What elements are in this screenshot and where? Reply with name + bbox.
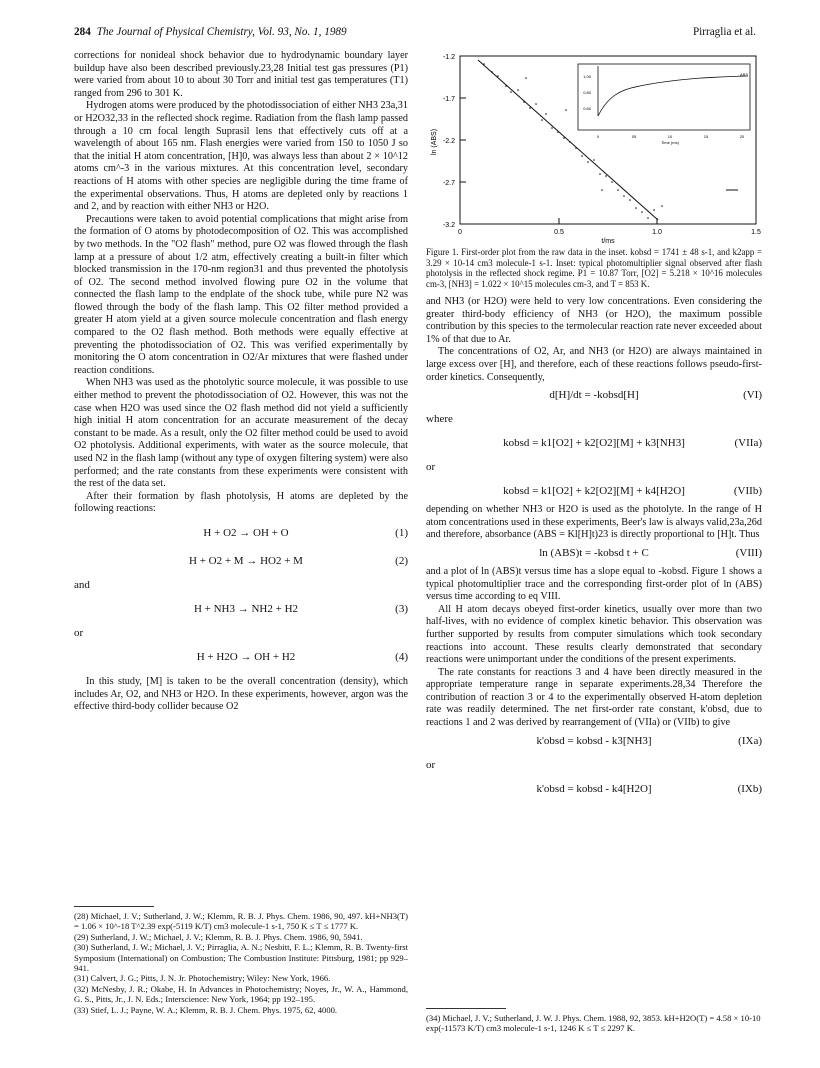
paragraph: Precautions were taken to avoid potential complications that might arise from the formation of O atoms by photodecomposition of O2. This was accomplished by two methods. In the "O2 flash" method, pure O2 was flowed through the flash lamp at a pressure of about 1/2 atm, effectively creating a built-in filter which blocked transmission in the 170-nm region31 and thus prevented the photolysis of O2. The second method involved flowing pure O2 in the volume that connected the flash lamp to the endplate of the shock tube, while pure N2 was flowed through the body of the flash lamp. This O2 filter method provided a greater H atom yield at a given source molecule concentration and flash energy compared to the O2 flash method. Both methods were equally effective at preventing the photodissociation of O2. This was verified experimentally by monitoring the O atom concentration in O2/Ar mixtures that were flashed under reaction conditions.	[74, 213, 408, 376]
y-tick-label: -1.2	[442, 54, 455, 61]
y-tick-label: -2.7	[442, 180, 455, 187]
header-authors: Pirraglia et al.	[692, 26, 756, 38]
connector-or: or	[426, 461, 436, 474]
reference-item: (34) Michael, J. V.; Sutherland, J. W. J. Phys. Chem. 1988, 92, 3853. kH+H2O(T) = 4.58 × 10-10 exp(-11573 K/T) cm3 molecule-1 s-1, 1246 K ≤ T ≤ 2297 K.	[426, 1013, 761, 1034]
reference-item: (29) Sutherland, J. W.; Michael, J. V.; Klemm, R. B. J. Phys. Chem. 1986, 90, 5941.	[74, 931, 363, 942]
inset-x-label: Time (ms)	[661, 140, 679, 145]
right-column	[426, 296, 762, 802]
equation-VIIb: kobsd = k1[O2] + k2[O2][M] + k4[H2O] (VIIb)	[503, 485, 762, 498]
equation-VIIa: kobsd = k1[O2] + k2[O2][M] + k3[NH3] (VIIa)	[503, 437, 762, 450]
paragraph: and NH3 (or H2O) were held to very low concentrations. Even considering the greater third-body efficiency of NH3 (or H2O), the maximum possible contribution by this species to the termolecular reaction rate never exceeded about 1% of that due to Ar.	[426, 296, 762, 345]
page-number: 284	[74, 26, 91, 38]
equation-4: H + H2O → OH + H2 (4)	[196, 650, 408, 663]
inset-x-tick: 10	[667, 134, 673, 139]
equation-IXb: k'obsd = kobsd - k4[H2O] (IXb)	[536, 782, 762, 795]
references-left	[74, 906, 408, 1015]
reference-item: (31) Calvert, J. G.; Pitts, J. N. Jr. Photochemistry; Wiley: New York, 1966.	[74, 973, 331, 984]
inset-x-tick: 15	[703, 134, 709, 139]
x-tick-label: 0.5	[554, 229, 564, 236]
x-tick-label: 1.0	[652, 229, 662, 236]
connector-and: and	[74, 578, 90, 591]
paragraph: All H atom decays obeyed first-order kinetics, usually over more than two half-lives, with no evidence of complex kinetic behavior. This observation was further supported by results from computer simulations which took secondary reactions into account. These results clearly demonstrated that secondary reactions were unimportant under the conditions of the present experiments.	[426, 603, 762, 666]
inset-label: ABS	[739, 72, 748, 77]
y-axis-label: ln (ABS)	[431, 128, 438, 156]
equation-1: H + O2 → OH + O (1)	[203, 526, 408, 539]
reference-item: (30) Sutherland, J. W.; Michael, J. V.; Pirraglia, A. N.; Nesbitt, F. L.; Klemm, R. B. Twenty-first Symposium (International) on Combustion; The Combustion Institute: Pittsburg, 1981; pp 929–941.	[74, 942, 408, 974]
paragraph: corrections for nonideal shock behavior due to hydrodynamic boundary layer buildup have also been described previously.23,28 Initial test gas pressures (P1) were varied from about 10 to about 30 Torr and initial test gas temperatures (T1) ranged from 296 to 301 K.	[74, 50, 408, 99]
inset-frame	[578, 64, 750, 130]
figure-1	[426, 50, 762, 244]
paragraph: Hydrogen atoms were produced by the photodissociation of either NH3 23a,31 or H2O32,33 in the reflected shock regime. Radiation from the flash lamp passed through a 10 cm focal length Suprasil lens that effectively cuts off at a wavelength of about 165 nm. Flash energies were varied from 150 to 1050 J so that the initial H atom concentration, [H]0, was always less than about 2 × 10^12 atoms cm^-3 in the various mixtures. At this concentration level, secondary reactions of H atoms with other species are negligible during the time frame of the experimental observations. Thus, H atoms are depleted only by reactions 1 and 2, and by reaction with either NH3 or H2O.	[74, 100, 408, 213]
paragraph: In this study, [M] is taken to be the overall concentration (density), which includes Ar, O2, and NH3 or H2O. In these experiments, however, argon was the effective third-body collider because O2	[74, 675, 408, 713]
references-right	[426, 1008, 762, 1034]
y-tick-label: -2.2	[442, 138, 455, 145]
equation-VI: d[H]/dt = -kobsd[H] (VI)	[549, 389, 762, 402]
inset-x-tick: 0	[596, 134, 600, 139]
reference-item: (33) Stief, L. J.; Payne, W. A.; Klemm, R. B. J. Chem. Phys. 1975, 62, 4000.	[74, 1004, 338, 1015]
reference-item: (28) Michael, J. V.; Sutherland, J. W.; Klemm, R. B. J. Phys. Chem. 1986, 90, 497. kH+NH3(T) = 1.06 × 10^-18 T^2.39 exp(-5119 K/T) cm3 molecule-1 s-1, 750 K ≤ T ≤ 1777 K.	[74, 911, 408, 932]
left-column	[74, 50, 408, 714]
paragraph: After their formation by flash photolysis, H atoms are depleted by the following reactions:	[74, 490, 408, 515]
reference-item: (32) McNesby, J. R.; Okabe, H. In Advances in Photochemistry; Noyes, Jr., W. A., Hammond, G. S., Pitts, Jr., J. N. Eds.; Interscience: New York, 1964; pp 192–195.	[74, 983, 408, 1005]
inset-y-tick: 1.00	[583, 74, 591, 79]
equation-3: H + NH3 → NH2 + H2 (3)	[193, 602, 408, 615]
equation-VIII: ln (ABS)t = -kobsd t + C (VIII)	[539, 546, 762, 559]
paragraph: The rate constants for reactions 3 and 4 have been directly measured in the appropriate temperature range in separate experiments.28,34 Therefore the contribution of reaction 3 or 4 to the experimentally observed H-atom depletion rate was readily determined. The net first-order rate constant, k'obsd, due to reactions 1 and 2 was derived by rearrangement of (VIIa) or (VIIb) to give	[426, 666, 762, 729]
figure-caption: Figure 1. First-order plot from the raw data in the inset. kobsd = 1741 ± 48 s-1, and k2app = 3.29 × 10-14 cm3 molecule-1 s-1. Inset: typical photomultiplier signal observed after flash photolysis in the reflected shock regime. P1 = 10.87 Torr, [O2] = 5.218 × 10^16 molecules cm-3, [NH3] = 1.022 × 10^15 molecules cm-3, and T = 853 K.	[426, 247, 762, 289]
paragraph: The concentrations of O2, Ar, and NH3 (or H2O) are always maintained in large excess over [H], and therefore, each of these reactions follows pseudo-first-order kinetics. Consequently,	[426, 346, 762, 383]
connector-or: or	[74, 626, 84, 639]
x-tick-label: 1.5	[751, 229, 761, 236]
connector-or: or	[426, 758, 436, 771]
paragraph: and a plot of ln (ABS)t versus time has a slope equal to -kobsd. Figure 1 shows a typical photomultiplier trace and the corresponding first-order plot of ln (ABS) versus time according to eq VIII.	[426, 565, 762, 603]
journal-name: The Journal of Physical Chemistry, Vol. 93, No. 1, 1989	[96, 26, 347, 38]
equation-2: H + O2 + M → HO2 + M (2)	[189, 554, 408, 567]
inset-chart	[578, 64, 750, 145]
paragraph: depending on whether NH3 or H2O is used as the photolyte. In the range of H atom concentrations used in these experiments, Beer's law is always valid,23a,26d and therefore, absorbance (ABS = Kl[H]t)23 is directly proportional to [H]t. Thus	[426, 504, 762, 541]
inset-x-tick: 05	[631, 134, 637, 139]
y-tick-label: -3.2	[442, 222, 455, 229]
y-tick-label: -1.7	[442, 96, 455, 103]
running-header	[74, 26, 756, 44]
equation-IXa: k'obsd = kobsd - k3[NH3] (IXa)	[536, 734, 762, 747]
inset-y-tick: 0.80	[583, 90, 591, 95]
x-tick-label: 0	[458, 229, 462, 236]
inset-x-tick: 20	[739, 134, 745, 139]
paragraph: When NH3 was used as the photolytic source molecule, it was possible to use either method to prevent the photodissociation of O2. However, this was not the case when H2O was used since the O2 flash method did not yield a sufficiently high initial H atom concentration for an accurate measurement of the decay constant to be made. As a result, only the O2 filter method could be used to avoid O2 photolysis. Additional experiments, with water as the source molecule, that used N2 in the flash lamp (without any type of oxygen filtering system) were also performed; and the rate constants from these experiments were consistent with the rest of the data set.	[74, 377, 408, 490]
connector-where: where	[426, 413, 453, 426]
inset-y-tick: 0.60	[583, 106, 591, 111]
x-axis-label: t/ms	[601, 238, 615, 244]
